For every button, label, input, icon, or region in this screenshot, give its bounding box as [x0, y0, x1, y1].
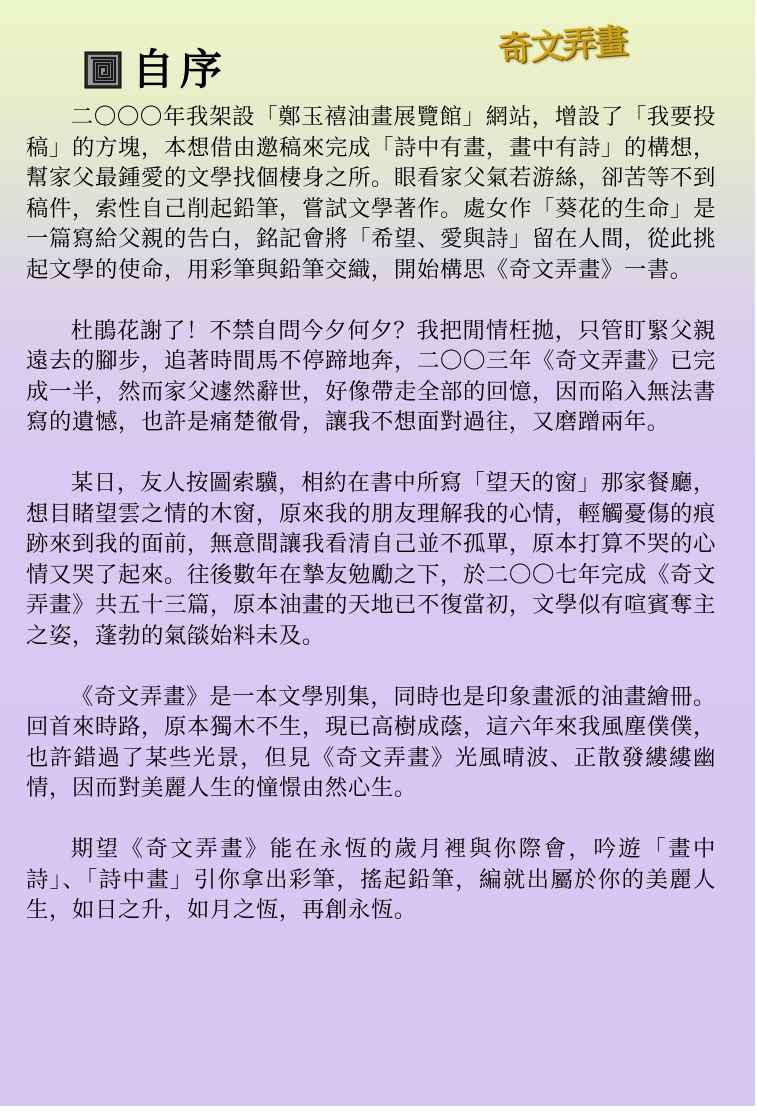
paragraph: 《奇文弄畫》是一本文學別集，同時也是印象畫派的油畫繪冊。回首來時路，原本獨木不生，現已高樹成蔭，這六年來我風塵僕僕，也許錯過了某些光景，但見《奇文弄畫》光風晴波、正散發縷縷幽情，因而對美麗人生的憧憬由然心生。 — [26, 683, 716, 801]
paragraph: 某日，友人按圖索驥，相約在書中所寫「望天的窗」那家餐廳，想目睹望雲之情的木窗，原來我的朋友理解我的心情，輕觸憂傷的痕跡來到我的面前，無意間讓我看清自己並不孤單，原本打算不哭的心情又哭了起來。往後數年在摯友勉勵之下，於二〇〇七年完成《奇文弄畫》共五十三篇，原本油畫的天地已不復當初，文學似有喧賓奪主之姿，蓬勃的氣燄始料未及。 — [26, 470, 716, 649]
preface-body — [26, 102, 716, 926]
paragraph: 二〇〇〇年我架設「鄭玉禧油畫展覽館」網站，增設了「我要投稿」的方塊，本想借由邀稿來完成「詩中有畫，畫中有詩」的構想，幫家父最鍾愛的文學找個棲身之所。眼看家父氣若游絲，卻苦等不到稿件，索性自己削起鉛筆，嘗試文學著作。處女作「葵花的生命」是一篇寫給父親的告白，銘記會將「希望、愛與詩」留在人間，從此挑起文學的使命，用彩筆與鉛筆交織，開始構思《奇文弄畫》一書。 — [26, 104, 716, 283]
paragraph: 期望《奇文弄畫》能在永恆的歲月裡與你際會，吟遊「畫中詩」、「詩中畫」引你拿出彩筆，搖起鉛筆，編就出屬於你的美麗人生，如日之升，如月之恆，再創永恆。 — [26, 836, 716, 923]
brand-logo: 奇文弄畫 — [497, 21, 628, 71]
page-title: 自序 — [132, 45, 229, 94]
paragraph: 杜鵑花謝了！不禁自問今夕何夕？我把閒情枉拋，只管盯緊父親遠去的腳步，追著時間馬不停蹄地奔，二〇〇三年《奇文弄畫》已完成一半，然而家父遽然辭世，好像帶走全部的回憶，因而陷入無法書寫的遺憾，也許是痛楚徹骨，讓我不想面對過往，又磨蹭兩年。 — [26, 317, 716, 435]
spiral-square-icon — [84, 51, 122, 89]
title-row — [84, 42, 228, 98]
